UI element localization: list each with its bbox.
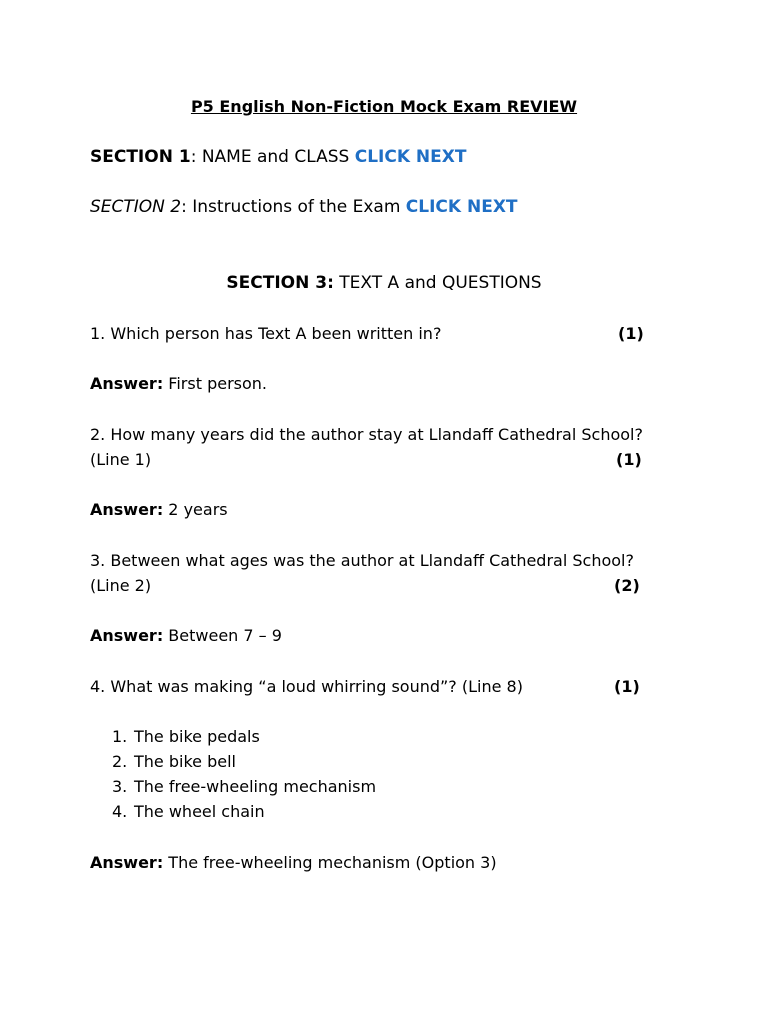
option-item (112, 801, 265, 823)
section-1-row (90, 146, 466, 168)
answer-label: Answer: (90, 500, 164, 519)
option-item (112, 776, 376, 798)
section-3-text: TEXT A and QUESTIONS (333, 273, 542, 293)
section-2-label: SECTION 2 (90, 197, 182, 217)
answer-2-text: 2 years (163, 500, 228, 519)
section-3-heading (0, 272, 768, 294)
answer-label: Answer: (90, 626, 164, 645)
answer-3 (90, 625, 282, 647)
option-text: The wheel chain (134, 802, 265, 821)
option-number: 1. (112, 727, 128, 746)
option-item (112, 751, 236, 773)
option-item (112, 726, 260, 748)
option-number: 2. (112, 752, 128, 771)
option-text: The bike bell (134, 752, 236, 771)
section-3-label: SECTION 3: (226, 273, 334, 293)
section-1-label: SECTION 1 (90, 147, 191, 167)
question-2: 2. How many years did the author stay at Llandaff Cathedral School? (90, 425, 643, 444)
answer-2 (90, 499, 228, 521)
question-3-marks: (2) (614, 576, 640, 595)
answer-4-text: The free-wheeling mechanism (Option 3) (163, 853, 497, 872)
answer-label: Answer: (90, 374, 164, 393)
answer-label: Answer: (90, 853, 164, 872)
question-1-marks: (1) (618, 324, 644, 343)
option-number: 3. (112, 777, 128, 796)
option-number: 4. (112, 802, 128, 821)
question-2-line-ref: (Line 1) (90, 450, 152, 469)
option-text: The bike pedals (134, 727, 260, 746)
question-2-marks: (1) (616, 450, 642, 469)
question-4: 4. What was making “a loud whirring sound”? (Line 8) (90, 677, 523, 696)
section-2-text: : Instructions of the Exam (181, 197, 406, 217)
option-text: The free-wheeling mechanism (134, 777, 377, 796)
section-1-click-next-link[interactable]: CLICK NEXT (354, 147, 467, 167)
question-3: 3. Between what ages was the author at Llandaff Cathedral School? (90, 551, 634, 570)
answer-4 (90, 852, 497, 874)
question-1: 1. Which person has Text A been written in? (90, 324, 442, 343)
question-3-line-ref: (Line 2) (90, 576, 152, 595)
section-1-text: : NAME and CLASS (190, 147, 355, 167)
question-4-marks: (1) (614, 677, 640, 696)
answer-3-text: Between 7 – 9 (163, 626, 282, 645)
section-2-click-next-link[interactable]: CLICK NEXT (405, 197, 518, 217)
answer-1-text: First person. (163, 374, 267, 393)
page-title: P5 English Non-Fiction Mock Exam REVIEW (190, 97, 578, 116)
answer-1 (90, 373, 267, 395)
section-2-row (90, 196, 518, 218)
